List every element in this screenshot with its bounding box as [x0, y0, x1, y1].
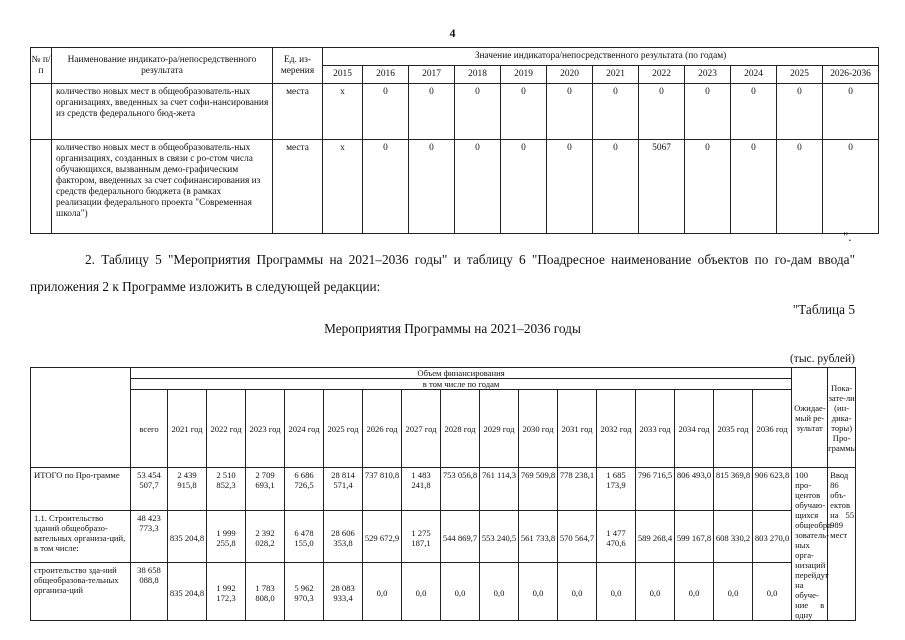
- col-header-expected: Ожидае-мый ре-зультат: [792, 368, 828, 468]
- cell-value: 806 493,0: [675, 468, 714, 511]
- cell-value: 0: [685, 84, 731, 140]
- cell-value: 0,0: [753, 563, 792, 621]
- year-header: 2018: [455, 66, 501, 84]
- cell-value: 608 330,2: [714, 511, 753, 563]
- cell-value: 0,0: [519, 563, 558, 621]
- cell-value: 0: [455, 84, 501, 140]
- col-header-by-years: в том числе по годам: [131, 379, 792, 390]
- year-header: 2023: [685, 66, 731, 84]
- col-header-indicators: Пока-зате-ли (ин-дика-торы) Про-граммы: [828, 368, 856, 468]
- year-header: 2036 год: [753, 390, 792, 468]
- year-header: 2019: [501, 66, 547, 84]
- cell-value: х: [323, 84, 363, 140]
- cell-value: 0,0: [714, 563, 753, 621]
- row-name: строительство зда-ний общеобразова-тельных организа-ций: [31, 563, 131, 621]
- cell-value: 2 709 693,1: [246, 468, 285, 511]
- year-header: 2021: [593, 66, 639, 84]
- col-header-total: всего: [131, 390, 168, 468]
- cell-value: 769 509,8: [519, 468, 558, 511]
- cell-value: 778 238,1: [558, 468, 597, 511]
- year-header: 2032 год: [597, 390, 636, 468]
- table-row: [31, 140, 879, 234]
- cell-value: 0: [409, 140, 455, 234]
- cell-value: 28 606 353,8: [324, 511, 363, 563]
- cell-value: 6 686 726,5: [285, 468, 324, 511]
- cell-value: 0: [501, 84, 547, 140]
- year-header: 2020: [547, 66, 593, 84]
- year-header: 2024: [731, 66, 777, 84]
- indicator-value: Ввод 86 объ-ектов на 55 989 мест: [828, 468, 856, 621]
- row-num: [31, 140, 52, 234]
- cell-value: 529 672,9: [363, 511, 402, 563]
- year-header: 2022 год: [207, 390, 246, 468]
- cell-value: 0: [685, 140, 731, 234]
- funding-table: [30, 367, 856, 621]
- cell-value: 1 275 187,1: [402, 511, 441, 563]
- year-header: 2024 год: [285, 390, 324, 468]
- cell-value: 0: [823, 84, 879, 140]
- expected-result: 100 про-центов обучаю-щихся общеобра-зователь-ных орга-низаций перейдут на обуче-ние в одну: [792, 468, 828, 621]
- cell-value: 0: [777, 84, 823, 140]
- cell-value: 2 510 852,3: [207, 468, 246, 511]
- table-label: "Таблица 5: [792, 302, 855, 317]
- year-header: 2021 год: [168, 390, 207, 468]
- year-header: 2033 год: [636, 390, 675, 468]
- cell-value: 1 999 255,8: [207, 511, 246, 563]
- cell-value: 0: [501, 140, 547, 234]
- table-title: Мероприятия Программы на 2021–2036 годы: [324, 321, 581, 336]
- cell-value: 0,0: [480, 563, 519, 621]
- year-header: 2015: [323, 66, 363, 84]
- row-name: 1.1. Строительство зданий общеобразо-вательных организа-ций, в том числе:: [31, 511, 131, 563]
- cell-value: 1 685 173,9: [597, 468, 636, 511]
- year-header: 2029 год: [480, 390, 519, 468]
- year-header: 2026-2036: [823, 66, 879, 84]
- cell-value: 815 369,8: [714, 468, 753, 511]
- cell-value: 553 240,5: [480, 511, 519, 563]
- cell-value: 761 114,3: [480, 468, 519, 511]
- cell-value: 1 483 241,8: [402, 468, 441, 511]
- cell-value: 0: [547, 140, 593, 234]
- cell-value: 5 962 970,3: [285, 563, 324, 621]
- col-header-funding: Объем финансирования: [131, 368, 792, 379]
- cell-value: 0,0: [363, 563, 402, 621]
- year-header: 2031 год: [558, 390, 597, 468]
- cell-value: 0: [777, 140, 823, 234]
- row-total: 48 423 773,3: [131, 511, 168, 563]
- cell-value: 0: [823, 140, 879, 234]
- cell-value: 5067: [639, 140, 685, 234]
- cell-value: 0,0: [558, 563, 597, 621]
- cell-value: 753 056,8: [441, 468, 480, 511]
- cell-value: 0: [363, 84, 409, 140]
- year-header: 2028 год: [441, 390, 480, 468]
- col-header-unit: Ед. из-мерения: [273, 48, 323, 84]
- cell-value: 803 270,0: [753, 511, 792, 563]
- cell-value: 0: [593, 140, 639, 234]
- cell-value: 0,0: [636, 563, 675, 621]
- cell-value: 796 716,5: [636, 468, 675, 511]
- table-row: [31, 84, 879, 140]
- cell-value: 737 810,8: [363, 468, 402, 511]
- cell-value: 561 733,8: [519, 511, 558, 563]
- row-name: количество новых мест в общеобразователь-ных организациях, введенных за счет софи-нансирования из средств федерального бюд-жета: [52, 84, 273, 140]
- row-name: количество новых мест в общеобразователь-ных организациях, созданных в связи с ро-стом числа обучающихся, вызванным демо-графическим фактором, введенных за счет софинансирования из средств федерального бюджета (в рамках реализации федерального проекта "Современная школа"): [52, 140, 273, 234]
- cell-value: 570 564,7: [558, 511, 597, 563]
- cell-value: 0: [547, 84, 593, 140]
- year-header: 2034 год: [675, 390, 714, 468]
- cell-value: 6 478 155,0: [285, 511, 324, 563]
- cell-value: 0,0: [597, 563, 636, 621]
- year-header: 2025: [777, 66, 823, 84]
- year-header: 2030 год: [519, 390, 558, 468]
- year-header: 2026 год: [363, 390, 402, 468]
- cell-value: 835 204,8: [168, 511, 207, 563]
- closing-quote: ".: [843, 229, 852, 244]
- cell-value: 0,0: [402, 563, 441, 621]
- row-total: 53 454 507,7: [131, 468, 168, 511]
- col-header-name: [31, 368, 131, 468]
- row-unit: места: [273, 140, 323, 234]
- cell-value: 0: [363, 140, 409, 234]
- row-num: [31, 84, 52, 140]
- cell-value: 589 268,4: [636, 511, 675, 563]
- table-row: [31, 563, 856, 621]
- year-header: 2022: [639, 66, 685, 84]
- row-name: ИТОГО по Про-грамме: [31, 468, 131, 511]
- cell-value: 1 783 808,0: [246, 563, 285, 621]
- cell-value: 0: [639, 84, 685, 140]
- cell-value: 0: [731, 140, 777, 234]
- units-label: (тыс. рублей): [789, 353, 855, 365]
- cell-value: 0: [409, 84, 455, 140]
- col-header-name: Наименование индикато-ра/непосредственного результата: [52, 48, 273, 84]
- cell-value: 2 439 915,8: [168, 468, 207, 511]
- cell-value: 1 992 172,3: [207, 563, 246, 621]
- cell-value: 0: [593, 84, 639, 140]
- table-row: [31, 511, 856, 563]
- page-number: 4: [449, 26, 456, 40]
- row-unit: места: [273, 84, 323, 140]
- col-header-values: Значение индикатора/непосредственного результата (по годам): [323, 48, 879, 66]
- row-total: 38 658 088,8: [131, 563, 168, 621]
- cell-value: х: [323, 140, 363, 234]
- paragraph: 2. Таблицу 5 "Мероприятия Программы на 2021–2036 годы" и таблицу 6 "Поадресное наименование объектов по го-дам ввода" приложения 2 к Программе изложить в следующей редакции:: [30, 252, 855, 294]
- cell-value: 906 623,8: [753, 468, 792, 511]
- cell-value: 599 167,8: [675, 511, 714, 563]
- table-row: [31, 468, 856, 511]
- cell-value: 0,0: [675, 563, 714, 621]
- cell-value: 0: [455, 140, 501, 234]
- cell-value: 0: [731, 84, 777, 140]
- cell-value: 2 392 028,2: [246, 511, 285, 563]
- year-header: 2017: [409, 66, 455, 84]
- cell-value: 544 869,7: [441, 511, 480, 563]
- cell-value: 28 083 933,4: [324, 563, 363, 621]
- cell-value: 835 204,8: [168, 563, 207, 621]
- indicator-table: [30, 47, 879, 234]
- year-header: 2023 год: [246, 390, 285, 468]
- year-header: 2016: [363, 66, 409, 84]
- col-header-num: № п/п: [31, 48, 52, 84]
- cell-value: 0,0: [441, 563, 480, 621]
- year-header: 2025 год: [324, 390, 363, 468]
- cell-value: 1 477 470,6: [597, 511, 636, 563]
- cell-value: 28 814 571,4: [324, 468, 363, 511]
- year-header: 2035 год: [714, 390, 753, 468]
- year-header: 2027 год: [402, 390, 441, 468]
